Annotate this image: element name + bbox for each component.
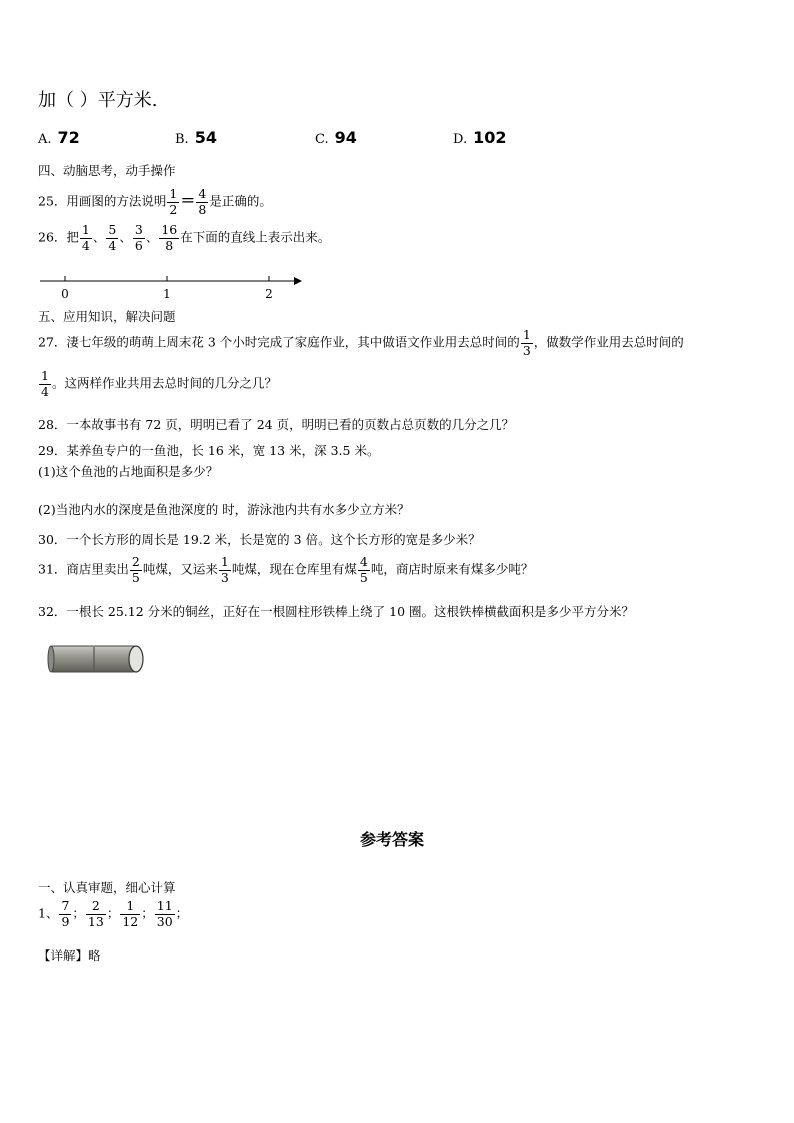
fraction: $\frac{4}{5}$ (359, 554, 368, 585)
fraction: $\frac{2}{13}$ (87, 898, 104, 929)
question-text: 用画图的方法说明 (66, 193, 167, 209)
fraction: $\frac{3}{6}$ (134, 222, 143, 253)
equals-sign: ＝ (180, 191, 196, 210)
option-value: 94 (334, 128, 357, 147)
question-30: 30．一个长方形的周长是 19.2 米，长是宽的 3 倍。这个长方形的宽是多少米？ (38, 532, 481, 547)
question-text: 商店里卖出 (66, 561, 129, 577)
question-29-part2: (2)当池内水的深度是鱼池深度的 时，游泳池内共有水多少立方米？ (38, 502, 410, 517)
separator: ； (175, 905, 189, 921)
tick-label: 0 (61, 287, 69, 301)
question-text: 吨煤，现在仓库里有煤 (231, 561, 357, 577)
tick-label: 1 (163, 287, 171, 301)
question-25 (38, 188, 272, 216)
option-a[interactable] (38, 128, 80, 147)
fraction: $\frac{1}{4}$ (81, 222, 90, 253)
q24-stem-tail: 加（ ）平方米. (38, 90, 158, 111)
separator: 、 (119, 229, 132, 245)
option-letter: D. (453, 132, 468, 147)
question-31 (38, 556, 533, 584)
option-letter: C. (315, 132, 329, 147)
question-number: 25． (38, 193, 67, 209)
answer-1 (38, 900, 188, 928)
answer-detail: 【详解】略 (38, 948, 101, 963)
option-value: 72 (57, 128, 80, 147)
question-text: 是正确的。 (209, 193, 272, 209)
question-29: 29．某养鱼专户的一鱼池，长 16 米，宽 13 米，深 3.5 米。 (38, 443, 380, 458)
fraction: $\frac{1}{2}$ (169, 186, 178, 217)
question-26 (38, 224, 330, 252)
question-text: 淒七年级的萌萌上周末花 3 个小时完成了家庭作业，其中做语文作业用去总时间的 (66, 334, 520, 350)
question-number: 27． (38, 334, 67, 350)
section-heading-5: 五、应用知识，解决问题 (38, 309, 176, 324)
option-value: 54 (194, 128, 217, 147)
fraction: $\frac{7}{9}$ (61, 898, 70, 929)
number-line (36, 272, 304, 304)
question-32: 32．一根长 25.12 分米的铜丝，正好在一根圆柱形铁棒上绕了 10 圈。这根铁棒横截面积是多少平方分米？ (38, 604, 634, 619)
fraction: $\frac{1}{3}$ (522, 327, 531, 358)
fraction: $\frac{1}{12}$ (122, 898, 139, 929)
fraction: $\frac{16}{8}$ (161, 222, 178, 253)
answers-section-heading: 一、认真审题，细心计算 (38, 880, 176, 895)
fraction: $\frac{11}{30}$ (156, 898, 173, 929)
separator: ； (72, 905, 85, 921)
separator: 、 (145, 229, 159, 245)
option-letter: A. (38, 132, 52, 147)
answers-title: 参考答案 (360, 830, 425, 849)
fraction: $\frac{2}{5}$ (131, 554, 140, 585)
question-text: 。这两样作业共用去总时间的几分之几？ (51, 375, 277, 391)
separator: ； (141, 905, 154, 921)
fraction: $\frac{1}{4}$ (41, 368, 49, 399)
question-text: 吨煤，又运来 (142, 561, 218, 577)
option-d[interactable] (453, 128, 507, 147)
separator: ； (106, 905, 120, 921)
question-27-line1 (38, 329, 684, 357)
question-text: 吨，商店时原来有煤多少吨？ (370, 561, 534, 577)
separator: 、 (92, 229, 106, 245)
question-number: 26． (38, 229, 67, 245)
question-number: 31． (38, 561, 67, 577)
fraction: $\frac{4}{8}$ (198, 186, 207, 217)
option-letter: B. (175, 132, 189, 147)
question-27-line2 (38, 370, 277, 398)
tick-label: 2 (265, 287, 273, 301)
option-value: 102 (473, 128, 507, 147)
question-text: 在下面的直线上表示出来。 (180, 229, 331, 245)
fraction: $\frac{1}{3}$ (220, 554, 229, 585)
question-29-part1: (1)这个鱼池的占地面积是多少？ (38, 464, 219, 479)
iron-rod-image (46, 642, 148, 676)
question-text: 把 (66, 229, 79, 245)
fraction: $\frac{5}{4}$ (108, 222, 117, 253)
section-heading-4: 四、动脑思考，动手操作 (38, 163, 176, 178)
option-b[interactable] (175, 128, 217, 147)
arrow-icon (294, 277, 302, 285)
question-28: 28．一本故事书有 72 页，明明已看了 24 页，明明已看的页数占总页数的几分之几？ (38, 417, 515, 432)
question-text: ，做数学作业用去总时间的 (533, 334, 684, 350)
answer-number: 1、 (38, 905, 59, 921)
option-c[interactable] (315, 128, 357, 147)
